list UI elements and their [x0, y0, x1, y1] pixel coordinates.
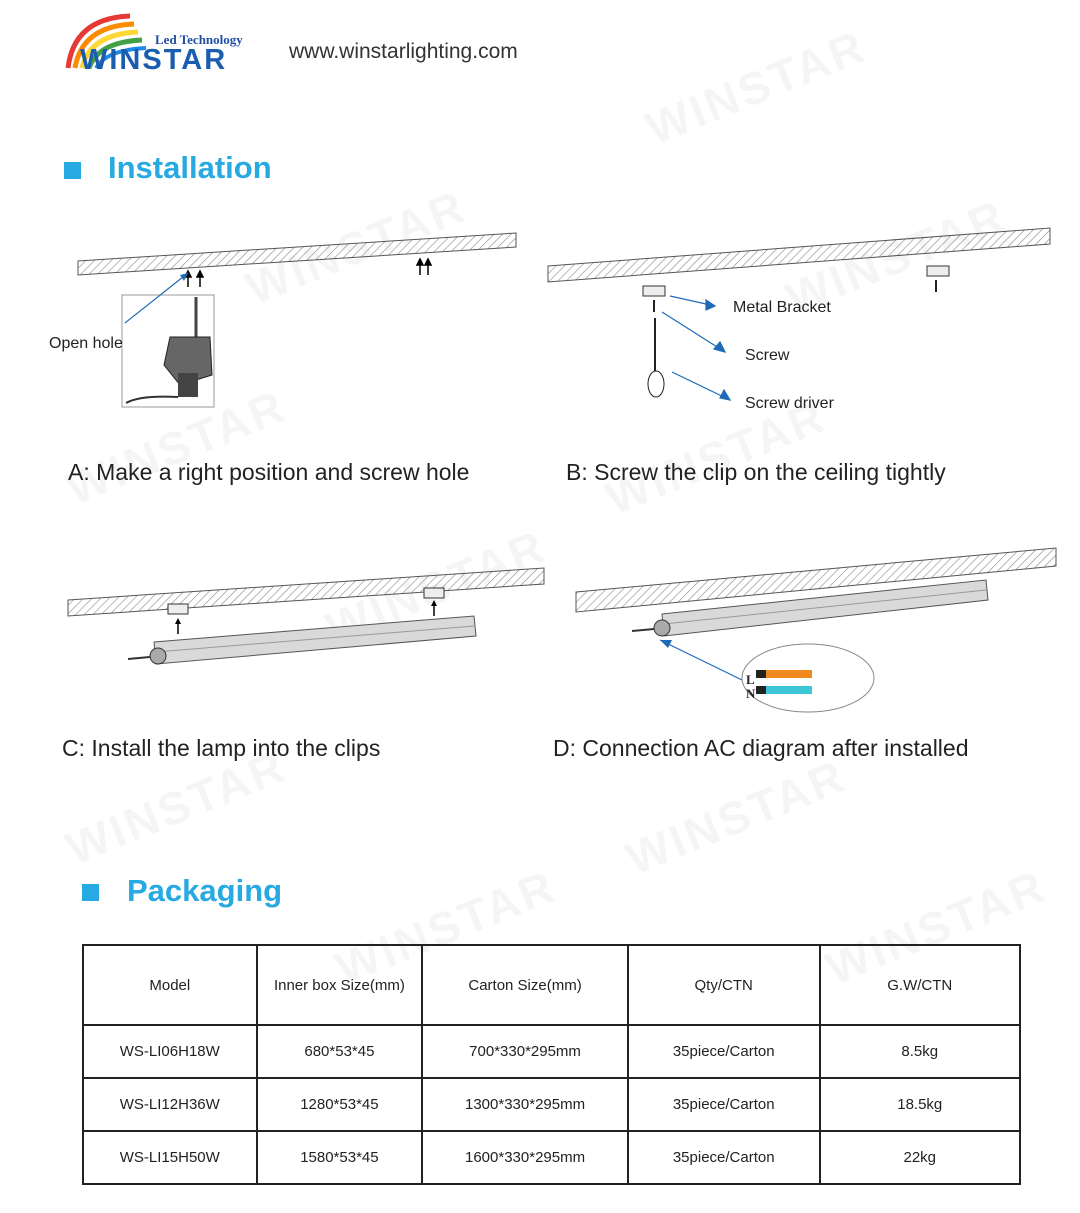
- metal-bracket-icon: [424, 588, 444, 598]
- metal-bracket-icon: [927, 266, 949, 276]
- screw-label: Screw: [745, 347, 790, 364]
- website-url: www.winstarlighting.com: [289, 40, 518, 63]
- column-header: Carton Size(mm): [422, 945, 628, 1025]
- section-marker-icon: [64, 162, 81, 179]
- installation-title: Installation: [108, 150, 272, 185]
- step-d-caption: D: Connection AC diagram after installed: [553, 735, 969, 761]
- table-cell: 1300*330*295mm: [422, 1078, 628, 1131]
- metal-bracket-icon: [168, 604, 188, 614]
- table-cell: 1600*330*295mm: [422, 1131, 628, 1184]
- table-row: [83, 1025, 1020, 1078]
- table-cell: 18.5kg: [820, 1078, 1020, 1131]
- screw-driver-label: Screw driver: [745, 395, 834, 412]
- logo-wordmark: WINSTAR: [80, 44, 228, 76]
- table-cell: 8.5kg: [820, 1025, 1020, 1078]
- metal-bracket-icon: [643, 286, 665, 296]
- column-header: Model: [83, 945, 257, 1025]
- step-c-caption: C: Install the lamp into the clips: [62, 735, 381, 761]
- table-row: [83, 1078, 1020, 1131]
- packaging-title: Packaging: [127, 873, 283, 908]
- table-cell: 35piece/Carton: [628, 1131, 820, 1184]
- watermark: [638, 18, 874, 155]
- screw-driver-icon: [648, 318, 664, 397]
- table-cell: 1580*53*45: [257, 1131, 423, 1184]
- column-header: Qty/CTN: [628, 945, 820, 1025]
- step-a-illustration: [70, 225, 520, 410]
- table-cell: WS-LI15H50W: [83, 1131, 257, 1184]
- watermark: [618, 748, 854, 885]
- table-cell: 700*330*295mm: [422, 1025, 628, 1078]
- wire-n-label: N: [746, 686, 756, 701]
- table-cell: 35piece/Carton: [628, 1025, 820, 1078]
- table-row: [83, 1131, 1020, 1184]
- table-cell: 35piece/Carton: [628, 1078, 820, 1131]
- wire-l-label: L: [746, 672, 755, 687]
- table-header-row: [83, 945, 1020, 1025]
- step-a-caption: A: Make a right position and screw hole: [68, 459, 470, 485]
- column-header: Inner box Size(mm): [257, 945, 423, 1025]
- wire-connection-icon: [742, 644, 874, 712]
- table-cell: WS-LI06H18W: [83, 1025, 257, 1078]
- step-d-illustration: [570, 540, 1065, 720]
- step-b-caption: B: Screw the clip on the ceiling tightly: [566, 459, 946, 485]
- table-cell: WS-LI12H36W: [83, 1078, 257, 1131]
- table-cell: 680*53*45: [257, 1025, 423, 1078]
- metal-bracket-label: Metal Bracket: [733, 299, 831, 316]
- table-cell: 1280*53*45: [257, 1078, 423, 1131]
- table-cell: 22kg: [820, 1131, 1020, 1184]
- column-header: G.W/CTN: [820, 945, 1020, 1025]
- step-c-illustration: [62, 560, 552, 680]
- packaging-table: [82, 944, 1021, 1185]
- open-hole-label: Open hole: [49, 335, 123, 352]
- logo-subtitle: Led Technology: [155, 32, 243, 47]
- section-marker-icon: [82, 884, 99, 901]
